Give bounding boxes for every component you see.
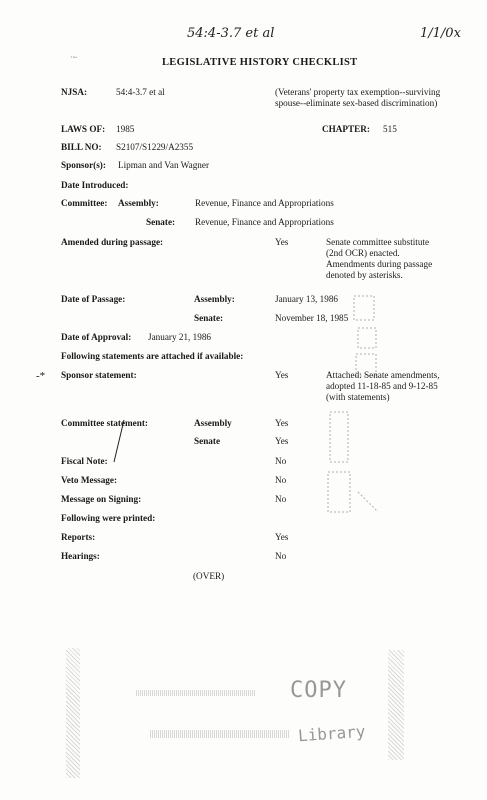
committee-label: Committee:: [61, 198, 108, 208]
committee-assembly-label: Assembly:: [118, 198, 159, 208]
committee-senate-label: Senate:: [146, 217, 176, 227]
passage-assembly-value: January 13, 1986: [275, 294, 339, 304]
following-attached-heading: Following statements are attached if available:: [61, 351, 244, 361]
committee-statement-assembly-value: Yes: [275, 418, 289, 428]
message-on-signing-value: No: [275, 494, 287, 504]
laws-of-value: 1985: [116, 124, 135, 134]
stamp-library: Library: [297, 721, 367, 746]
bill-no-label: BILL NO:: [61, 142, 102, 152]
committee-statement-assembly-label: Assembly: [194, 418, 232, 428]
laws-of-label: LAWS OF:: [61, 124, 106, 134]
scan-noise-line-2: [150, 730, 290, 738]
veto-message-value: No: [275, 475, 287, 485]
committee-statement-label: Committee statement:: [61, 418, 148, 428]
date-of-passage-label: Date of Passage:: [61, 294, 126, 304]
amended-note: Senate committee substitute (2nd OCR) enacted. Amendments during passage denoted by asterisks.: [326, 237, 433, 280]
message-on-signing-label: Message on Signing:: [61, 494, 142, 504]
bill-no-value: S2107/S1229/A2355: [116, 142, 194, 152]
scan-noise-right: [388, 650, 404, 760]
passage-senate-value: November 18, 1985: [275, 313, 349, 323]
scan-mark: ·~: [70, 53, 77, 62]
hearings-label: Hearings:: [61, 551, 100, 561]
committee-statement-senate-label: Senate: [194, 436, 221, 446]
handwritten-date: 1/1/0x: [420, 26, 461, 41]
amended-value: Yes: [275, 237, 289, 247]
page-title: LEGISLATIVE HISTORY CHECKLIST: [162, 57, 358, 68]
reports-value: Yes: [275, 532, 289, 542]
njsa-label: NJSA:: [61, 87, 88, 97]
fiscal-note-value: No: [275, 456, 287, 466]
pen-stroke: [108, 418, 128, 466]
committee-senate-value: Revenue, Finance and Appropriations: [195, 217, 334, 227]
stamp-copy: COPY: [290, 678, 347, 703]
hearings-value: No: [275, 551, 287, 561]
sponsors-label: Sponsor(s):: [61, 160, 106, 170]
scan-noise-left: [66, 648, 80, 778]
date-of-approval-value: January 21, 1986: [148, 332, 212, 342]
reports-label: Reports:: [61, 532, 96, 542]
margin-mark: -*: [36, 370, 46, 382]
scan-noise-line: [136, 690, 256, 696]
following-printed-heading: Following were printed:: [61, 513, 156, 523]
committee-assembly-value: Revenue, Finance and Appropriations: [195, 198, 334, 208]
faded-stamp: [318, 292, 388, 522]
date-of-approval-label: Date of Approval:: [61, 332, 132, 342]
sponsor-statement-label: Sponsor statement:: [61, 370, 137, 380]
chapter-value: 515: [383, 124, 397, 134]
veto-message-label: Veto Message:: [61, 475, 118, 485]
sponsor-statement-note: Attached: Senate amendments, adopted 11-18-85 and 9-12-85 (with statements): [326, 370, 440, 402]
chapter-label: CHAPTER:: [322, 124, 370, 134]
sponsor-statement-value: Yes: [275, 370, 289, 380]
fiscal-note-label: Fiscal Note:: [61, 456, 108, 466]
amended-label: Amended during passage:: [61, 237, 164, 247]
njsa-value: 54:4-3.7 et al: [116, 87, 165, 97]
date-introduced-label: Date Introduced:: [61, 180, 129, 190]
over-note: (OVER): [193, 571, 225, 581]
passage-senate-label: Senate:: [194, 313, 224, 323]
sponsors-value: Lipman and Van Wagner: [118, 160, 210, 170]
njsa-description: (Veterans' property tax exemption--surviving spouse--eliminate sex-based discrimination): [275, 87, 441, 108]
passage-assembly-label: Assembly:: [194, 294, 235, 304]
handwritten-citation: 54:4-3.7 et al: [187, 26, 275, 41]
committee-statement-senate-value: Yes: [275, 436, 289, 446]
